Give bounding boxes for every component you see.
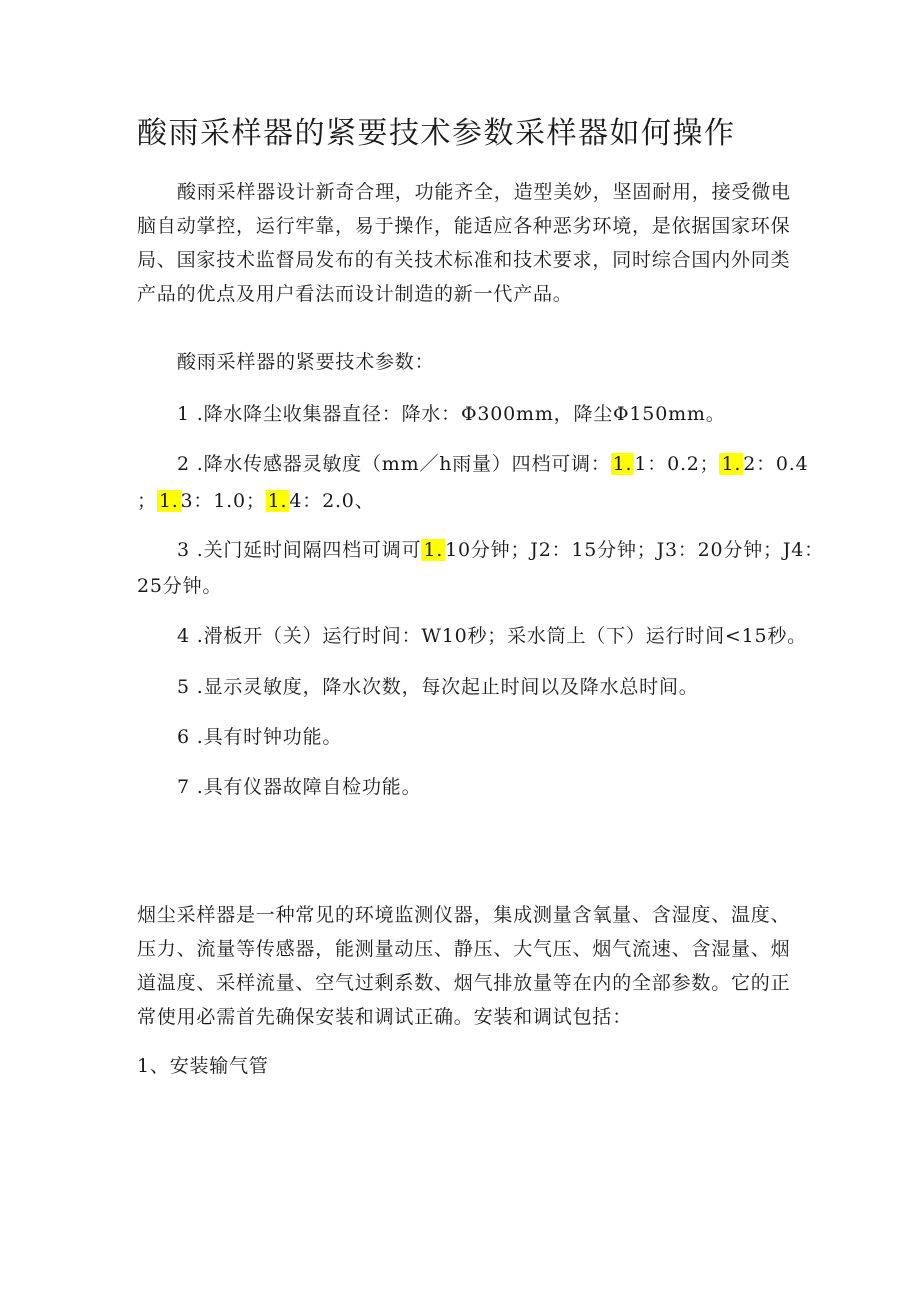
- intro-paragraph: 酸雨采样器设计新奇合理，功能齐全，造型美妙，坚固耐用，接受微电脑自动掌控，运行牢靠，易于操作，能适应各种恶劣环境，是依据国家环保局、国家技术监督局发布的有关技术标准和技术要求，同时综合国内外同类产品的优点及用户看法而设计制造的新一代产品。: [137, 181, 791, 305]
- param-item-2-text: 1：0.2；: [634, 453, 720, 475]
- param-item-2-continued: [137, 484, 375, 518]
- install-step-1: 1、安装输气管: [137, 1055, 269, 1077]
- smoke-sampler-paragraph: 烟尘采样器是一种常见的环境监测仪器，集成测量含氧量、含湿度、温度、压力、流量等传感器，能测量动压、静压、大气压、烟气流速、含湿量、烟道温度、采样流量、空气过剩系数、烟气排放量等在内的全部参数。它的正常使用必需首先确保安装和调试正确。安装和调试包括：: [137, 904, 791, 1028]
- param-item-2-prefix: 2 .降水传感器灵敏度（mm／h雨量）四档可调：: [177, 453, 611, 475]
- param-item-7: 7 .具有仪器故障自检功能。: [177, 776, 422, 798]
- param-item-6: 6 .具有时钟功能。: [177, 726, 343, 748]
- param-item-2-text: 4：2.0、: [289, 490, 375, 512]
- param-item-2: [177, 447, 809, 481]
- param-item-3-prefix: 3 .关门延时间隔四档可调可: [177, 539, 422, 561]
- param-item-2-text: ；: [137, 490, 157, 512]
- highlight-mark: 1.: [721, 453, 742, 475]
- page-title: 酸雨采样器的紧要技术参数采样器如何操作: [137, 116, 736, 151]
- param-item-3-text: 10分钟；J2：15分钟；J3：20分钟；J4：: [445, 539, 824, 561]
- param-item-3-continued: 25分钟。: [137, 575, 223, 597]
- param-item-2-text: 3：1.0；: [180, 490, 266, 512]
- highlight-mark: 1.: [158, 490, 179, 512]
- param-item-1: 1 .降水降尘收集器直径：降水：Φ300mm，降尘Φ150mm。: [177, 403, 726, 425]
- param-item-4: 4 .滑板开（关）运行时间：W10秒；采水筒上（下）运行时间<15秒。: [177, 625, 807, 647]
- highlight-mark: 1.: [423, 539, 444, 561]
- param-item-3: [177, 533, 824, 567]
- params-heading: 酸雨采样器的紧要技术参数：: [177, 351, 435, 373]
- highlight-mark: 1.: [612, 453, 633, 475]
- param-item-2-text: 2：0.4: [743, 453, 809, 475]
- highlight-mark: 1.: [267, 490, 288, 512]
- param-item-5: 5 .显示灵敏度，降水次数，每次起止时间以及降水总时间。: [177, 676, 699, 698]
